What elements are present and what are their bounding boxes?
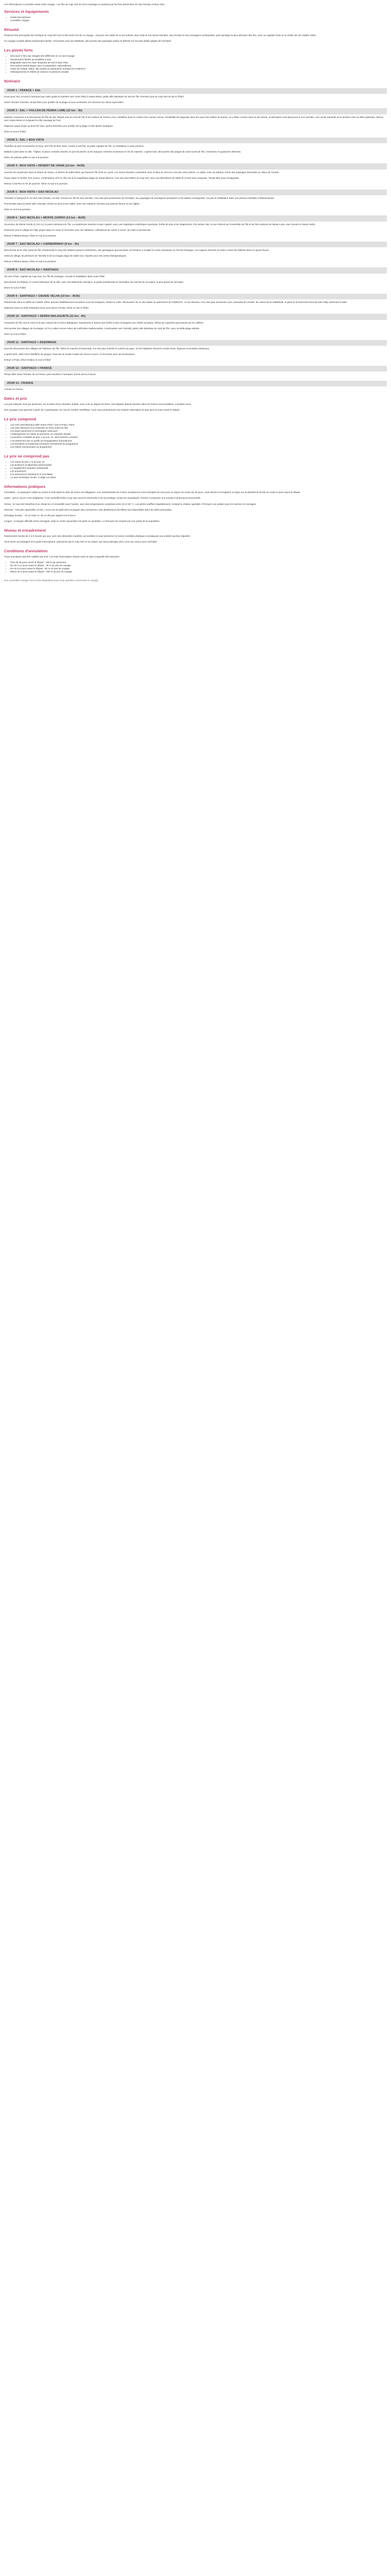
- bullet-item: • Les taxes aériennes et surcharges carburant: [10, 430, 387, 433]
- day-paragraph: Descente vers le village de Fajã, pique-nique en route et rencontre avec les habitants, cultivateurs de canne à sucre, de maïs et de haricots.: [4, 228, 151, 231]
- bullet-item: • Visite de Cidade Velha, site classé au patrimoine mondial de l'UNESCO: [10, 67, 387, 71]
- section-paragraph: Vous serez accompagné d'un guide francophone, passionné par le Cap-Vert et sa culture, qui saura partager avec vous son amour pour l'archipel.: [4, 540, 158, 544]
- day-title: JOUR 9 : SANTIAGO > CIDADE VELHA (10 km - 3h30): [4, 294, 387, 299]
- section-title: Le prix ne comprend pas: [4, 453, 50, 459]
- itinerary-day: [4, 108, 387, 133]
- bullet-item: • Moins de 8 jours avant le départ : 100 % du prix du voyage: [10, 570, 387, 573]
- bullet-item: • Les pourboires: [10, 470, 387, 473]
- itinerary-day: [4, 294, 387, 310]
- day-paragraph: Transfert au port et traversée en ferry vers l'île de Boa Vista. Arrivée à Sal Rei, la petite capitale de l'île, et installation à votre pension.: [4, 145, 144, 148]
- section-title: Conditions d'annulation: [4, 549, 48, 554]
- section: [4, 9, 387, 22]
- bullet-item: • La taxe touristique locale, à régler sur place: [10, 476, 387, 479]
- section-paragraph: Santé : aucun vaccin n'est obligatoire. Il est conseillé d'être à jour des vaccins universels et de se protéger contre les moustiques. Pensez à emporter une trousse à pharmacie personnelle.: [4, 497, 201, 500]
- section: [4, 27, 387, 43]
- day-paragraph: Journée de randonnée dans le désert de Viana, un désert de sable blanc qui traverse l'île d'est en ouest. Les dunes blondes contrastent avec le bleu du ciel et le vert des rares arbres. Le sable, venu du Sahara, forme des paysages étonnants au milieu de l'océan.: [4, 171, 280, 174]
- section: [4, 79, 387, 391]
- bullet-item: • Conseiller voyage: [10, 19, 387, 22]
- day-paragraph: Dîner et nuit à l'hôtel.: [4, 332, 27, 335]
- day-paragraph: Randonnée dans la vallée de Cidade Velha, premier établissement européen sous les tropiques, fondé en 1462. Découverte de ce site classé au patrimoine de l'UNESCO : la rue Banana, l'une des plus anciennes rues coloniales du monde, les ruines de la cathédrale, le pilori et la forteresse Real de São Filipe dominant la baie.: [4, 301, 348, 304]
- day-paragraph: Découverte de la côte ouest de l'île. Randonnée le long des falaises jusqu'à Carbeirinho, site géologique spectaculaire où l'érosion a sculpté la roche volcanique en formes étranges. Les vagues viennent se briser contre les falaises dans un grand fracas.: [4, 249, 270, 252]
- section: [4, 454, 387, 480]
- section-paragraph: Plusieurs îles principales de l'archipel du Cap-Vert sont à découvrir lors de ce voyage : Sal pour son sable fin et ses salines, Boa Vista et ses dunes blondes, Sao Nicolau et ses montagnes verdoyantes, puis Santiago la plus africaine des îles, avec sa capitale Praia et sa vieille cité de Cidade Velha.: [4, 34, 317, 37]
- day-title: JOUR 1 : FRANCE > SAL: [4, 88, 387, 94]
- bullet-list: [4, 55, 387, 74]
- bullet-list: [4, 16, 387, 22]
- day-title: JOUR 13 : FRANCE: [4, 381, 387, 386]
- day-paragraph: Balade à pied dans la ville : l'église, la place centrale animée, le port de pêche où les barques colorées reviennent en fin de matinée. L'après-midi, découverte des plages du nord-ouest de l'île, immenses et quasiment désertes.: [4, 150, 241, 154]
- section-paragraph: Un voyage complet alliant randonnées faciles, rencontres avec les habitants, découverte des paysages variés et détente sur les plus belles plages de l'archipel.: [4, 40, 172, 43]
- day-paragraph: Temps libre selon l'horaire du vol retour, puis transfert à l'aéroport. Envol vers la France.: [4, 373, 96, 376]
- section-title: Itinéraire: [4, 79, 21, 84]
- day-title: JOUR 7 : SAO NICOLAU > CARBEIRINHO (9 km - 3h): [4, 242, 387, 247]
- section-paragraph: Langue : la langue officielle est le portugais, mais le créole capverdien est parlé au quotidien. Le français est compris par une partie de la population.: [4, 519, 160, 522]
- section-title: Services et équipements: [4, 9, 49, 14]
- day-paragraph: Dîner et nuit à la pension.: [4, 208, 31, 211]
- section-paragraph: Nos voyages sont garantis à partir de 4 participants. En cas de nombre insuffisant, nous vous proposerons une solution alternative au plus tard 21 jours avant le départ.: [4, 408, 181, 411]
- bullet-item: • L'hébergement en hôtels et pensions, en chambre double: [10, 433, 387, 436]
- bullet-item: • Les repas du jour 1 et du jour 12: [10, 461, 387, 464]
- bullet-item: • Randonnées faciles accessibles à tous: [10, 58, 387, 61]
- bullet-item: • Découvrir 4 îles aux visages très différents en un seul voyage: [10, 55, 387, 58]
- section-paragraph: Randonnées faciles de 3 à 5 heures par jour, avec des dénivelés modérés, accessibles à toute personne en bonne condition physique et pratiquant une activité sportive régulière.: [4, 534, 191, 537]
- day-paragraph: Matinée consacrée à la découverte de l'île de Sal. Départ vers le nord de l'île et les salines de Pedra Lume, installées dans le cratère d'un ancien volcan. Possibilité de baignade dans les eaux très salées du bassin, on y flotte comme dans la mer Morte. Continuation vers Buracona et son œil bleu, une cavité naturelle où la lumière crée un effet saisissant. Retour vers Santa Maria en longeant la côte sauvage de l'est.: [4, 115, 384, 122]
- bullet-item: • Hébergements en hôtels de charme et pensions locales: [10, 71, 387, 74]
- day-title: JOUR 11 : SANTIAGO > ASSOMADA: [4, 340, 387, 346]
- itinerary-day: [4, 163, 387, 185]
- section-paragraph: Décalage horaire : -2h en hiver et -3h en été par rapport à la France.: [4, 514, 76, 517]
- day-paragraph: Dîner et nuit à l'hôtel.: [4, 130, 27, 133]
- bullet-item: • Guide francophone: [10, 16, 387, 19]
- section-paragraph: Les prix indiqués sont par personne, sur la base d'une chambre double, avec vols au départ de Paris. Des départs depuis d'autres villes de France sont possibles, consultez-nous.: [4, 402, 192, 405]
- day-paragraph: Retour à Ribeira Brava. Dîner et nuit à la pension.: [4, 260, 57, 263]
- section-paragraph: Toute annulation doit être notifiée par écrit. Les frais d'annulation varient selon la date à laquelle elle intervient :: [4, 555, 121, 558]
- day-paragraph: Découverte des villages de montagne où l'on cultive encore selon les méthodes traditionnelles. Continuation vers Tarrafal, petite ville balnéaire du nord de l'île, avec sa belle plage abritée.: [4, 327, 200, 330]
- bullet-item: • De 20 à 8 jours avant le départ : 50 % du prix du voyage: [10, 567, 387, 570]
- bullet-item: • L'encadrement par un guide accompagnateur francophone: [10, 439, 387, 443]
- section: [4, 417, 387, 449]
- itinerary-day: [4, 242, 387, 263]
- bullet-item: • Les vols intérieurs et la traversée en ferry entre les îles: [10, 427, 387, 430]
- day-paragraph: Ascension du Monte Gordo (1 312 m), le point culminant de l'île. La randonnée traverse le parc naturel, avec une végétation endémique luxuriante, forêts de pins et de dragonniers. Par temps clair, la vue s'étend sur l'ensemble de l'île et les îles voisines de Santa Luzia, Sao Vicente et Santo Antão.: [4, 223, 316, 226]
- section: [4, 528, 387, 544]
- section-paragraph: Climat : le Cap-Vert bénéficie d'un climat sec et ensoleillé toute l'année, avec des températures comprises entre 22 et 30 °C. Les alizés soufflent régulièrement, rendant la chaleur agréable. Prévoyez une polaire pour les soirées en montagne.: [4, 502, 257, 505]
- bullet-item: • Les visites mentionnées au programme: [10, 446, 387, 449]
- day-title: JOUR 6 : SAO NICOLAU > MONTE GORDO (12 km - 4h30): [4, 215, 387, 221]
- bullet-item: • De 30 à 21 jours avant le départ : 25 % du prix du voyage: [10, 564, 387, 567]
- day-paragraph: Pique-nique à l'ombre d'un acacia. Continuation vers la côte est et la magnifique plage de Santa Monica, l'une des plus belles du Cap-Vert, avec ses kilomètres de sable fin et ses eaux turquoise. Temps libre pour la baignade.: [4, 176, 240, 179]
- itinerary-day: [4, 381, 387, 391]
- day-paragraph: Promenade dans la petite ville coloniale nichée au fond d'une vallée, avec ses maisons colorées aux balcons fleuris et son église.: [4, 202, 140, 206]
- itinerary-day: [4, 215, 387, 237]
- day-paragraph: Découverte du Plateau, le centre historique de la ville, avec ses bâtiments coloniaux, le palais présidentiel et l'animation du marché de Sucupira, le plus grand de l'archipel.: [4, 280, 184, 283]
- day-paragraph: Dîner de poisson grillé et nuit à la pension.: [4, 156, 49, 159]
- day-paragraph: Visite du village de pêcheurs de Tarrafal et de sa longue plage de sable noir, réputée pour ses vertus thérapeutiques.: [4, 255, 127, 258]
- day-paragraph: Arrivée en France.: [4, 387, 24, 391]
- section: [4, 396, 387, 412]
- day-paragraph: Déjeuner dans un petit restaurant local, puis retour à Praia. Dîner et nuit à l'hôtel.: [4, 307, 89, 310]
- bullet-item: • Les vols internationaux aller-retour Paris / Sal et Praia / Paris: [10, 423, 387, 427]
- day-paragraph: Selon l'horaire d'arrivée, temps libre pour profiter de la plage et vous acclimater à la douceur du climat capverdien.: [4, 101, 124, 104]
- day-title: JOUR 4 : BOA VISTA > DÉSERT DE VIANA (13 km - 4h30): [4, 163, 387, 169]
- section-paragraph: Monnaie : l'escudo capverdien (CVE). L'euro est accepté dans la plupart des commerces. Des distributeurs de billets sont disponibles dans les villes principales.: [4, 508, 172, 511]
- day-paragraph: Retour à Sal Rei en fin de journée. Dîner et nuit à la pension.: [4, 182, 69, 185]
- sections-container: [4, 9, 387, 573]
- itinerary-day: [4, 340, 387, 362]
- bullet-item: • Rencontres authentiques avec la population capverdienne: [10, 64, 387, 67]
- section-title: Informations pratiques: [4, 484, 46, 489]
- itinerary-day: [4, 88, 387, 104]
- day-paragraph: Déjeuner pique-nique au bord de l'eau, après-midi libre pour profiter de la plage et des sports nautiques.: [4, 124, 113, 127]
- day-paragraph: Vol vers Praia, capitale du Cap-Vert, sur l'île de Santiago. Accueil et installation dans votre hôtel.: [4, 275, 105, 278]
- bullet-list: [4, 561, 387, 573]
- itinerary-day: [4, 138, 387, 159]
- day-title: JOUR 12 : SANTIAGO > FRANCE: [4, 366, 387, 371]
- itinerary-day: [4, 366, 387, 376]
- section-title: Niveau et encadrement: [4, 528, 46, 533]
- section-title: Le prix comprend: [4, 417, 37, 422]
- bullet-list: [4, 461, 387, 480]
- section-title: Dates et prix: [4, 396, 27, 401]
- itinerary-day: [4, 314, 387, 335]
- day-title: JOUR 3 : SAL > BOA VISTA: [4, 138, 387, 143]
- page: [0, 0, 391, 588]
- day-paragraph: Journée découverte des villages de l'intérieur de l'île. Visite du marché d'Assomada, l'un des plus animés et colorés du pays, où les habitants viennent vendre fruits, légumes et produits artisanaux.: [4, 347, 210, 350]
- section-paragraph: Formalités : un passeport valide au moins 6 mois après la date de retour est obligatoire. Les ressortissants de l'Union européenne sont exemptés de visa pour un séjour de moins de 30 jours, mais doivent s'enregistrer en ligne sur la plateforme EASE au moins 5 jours avant le départ.: [4, 491, 301, 494]
- day-title: JOUR 5 : BOA VISTA > SAO NICOLAU: [4, 190, 387, 195]
- bullet-list: [4, 423, 387, 449]
- bullet-item: • La pension complète du jour 2 au jour 11, sauf mention contraire: [10, 436, 387, 439]
- footer-text: Nos conseillers voyage sont à votre disposition pour toute question concernant ce voyage.: [4, 579, 99, 582]
- section-title: Résumé: [4, 27, 19, 32]
- bullet-item: • Les transferts et transports terrestres mentionnés au programme: [10, 443, 387, 446]
- bullet-item: • Plus de 30 jours avant le départ : 100 € par personne: [10, 561, 387, 564]
- intro-text: Les informations à connaître avant votre voyage : Les îles du Cap-Vert de Sal à Santiago en passant par les îles préservées de Sao Nicolau et Boa Vista: [4, 3, 165, 6]
- bullet-item: • Les boissons et dépenses personnelles: [10, 464, 387, 467]
- section: [4, 484, 387, 523]
- section-title: Les points forts: [4, 48, 33, 53]
- bullet-item: • Baignades dans les eaux turquoise de Sal et Boa Vista: [10, 61, 387, 64]
- day-paragraph: Dîner et nuit à l'hôtel.: [4, 286, 27, 289]
- day-paragraph: L'après-midi, visite d'une distillerie de grogue, l'eau-de-vie locale à base de canne à sucre, et rencontre avec les producteurs.: [4, 353, 136, 356]
- day-paragraph: Traversée de l'île vers le nord et le parc naturel de la Serra Malagueta. Randonnée à travers des forêts et des montagnes aux reliefs escarpés, offrant de superbes panoramas sur les vallées.: [4, 321, 204, 324]
- day-title: JOUR 10 : SANTIAGO > SERRA MALAGUETA (11 km - 4h): [4, 314, 387, 319]
- day-paragraph: Transfert à l'aéroport et vol vers Sao Nicolau, via Sal. Arrivée sur l'île de Sao Nicolau, l'une des plus préservées de l'archipel, aux paysages de montagnes escarpées et de vallées verdoyantes. Accueil et installation dans une pension familiale à Ribeira Brava.: [4, 197, 275, 200]
- day-paragraph: Retour à Ribeira Brava. Dîner et nuit à la pension.: [4, 234, 57, 237]
- day-paragraph: Retour à Praia. Dîner d'adieu et nuit à l'hôtel.: [4, 359, 52, 362]
- bullet-item: • Le supplément chambre individuelle: [10, 467, 387, 470]
- day-title: JOUR 2 : SAL > VOLCAN DE PEDRA LUME (12 km - 3h): [4, 108, 387, 114]
- itinerary-day: [4, 190, 387, 211]
- section: [4, 48, 387, 74]
- day-paragraph: Envol pour Sal. Accueil à l'aéroport par votre guide et transfert vers votre hôtel à Santa Maria, petite ville balnéaire du sud de l'île. Premiers pas au Cap-Vert et nuit à l'hôtel.: [4, 95, 184, 98]
- bullet-item: • Les assurances assistance et annulation: [10, 473, 387, 476]
- section: [4, 549, 387, 573]
- day-title: JOUR 8 : SAO NICOLAU > SANTIAGO: [4, 267, 387, 273]
- itinerary-day: [4, 267, 387, 289]
